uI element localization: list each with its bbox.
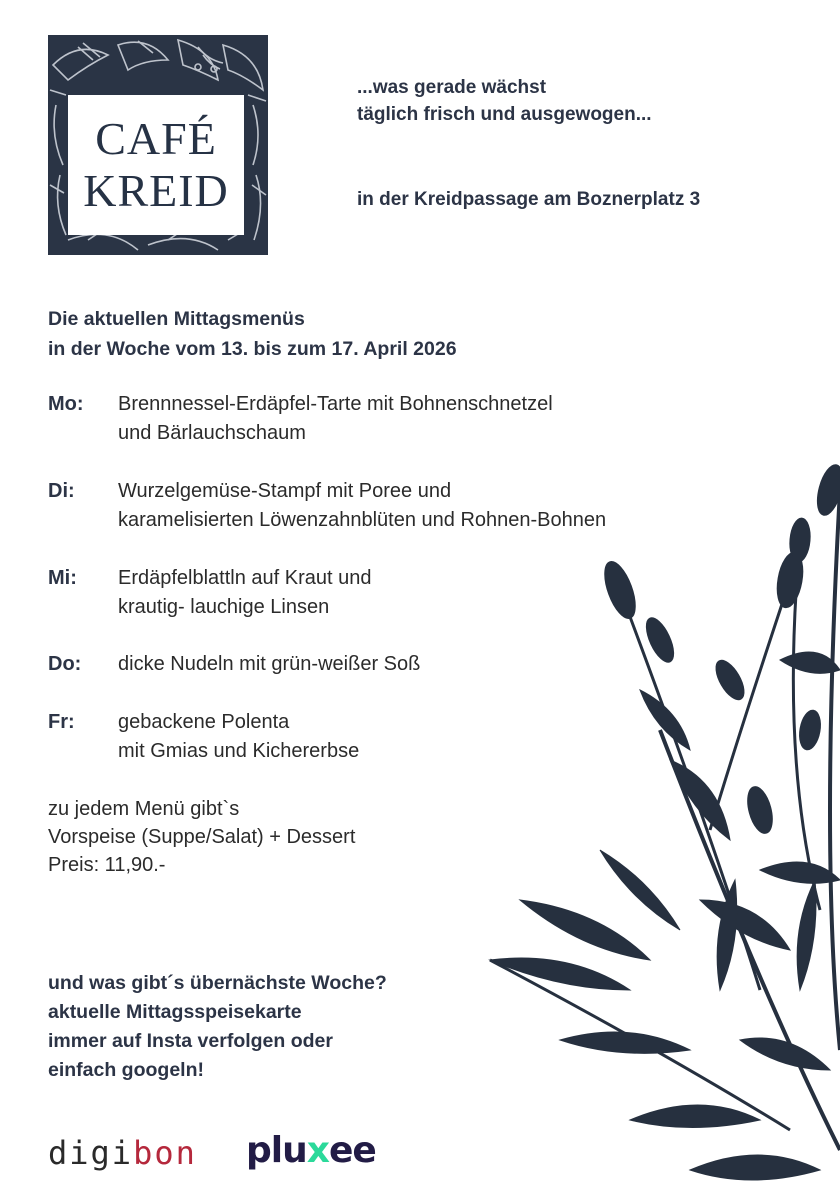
day-label: Mo: xyxy=(48,393,84,415)
outro-note xyxy=(48,969,387,1085)
pluxee-part-3: ee xyxy=(328,1130,376,1171)
logo-line-cafe: CAFÉ xyxy=(95,113,217,164)
dish-line: dicke Nudeln mit grün-weißer Soß xyxy=(118,653,421,675)
tagline xyxy=(357,74,652,128)
dish-line: Wurzelgemüse-Stampf mit Poree und xyxy=(118,480,452,502)
tagline-line-1: ...was gerade wächst xyxy=(357,77,547,98)
pluxee-part-2: x xyxy=(306,1130,329,1171)
day-label: Di: xyxy=(48,480,75,502)
menu-heading xyxy=(48,304,457,364)
outro-line-4: einfach googeln! xyxy=(48,1059,204,1081)
address: in der Kreidpassage am Boznerplatz 3 xyxy=(357,189,701,210)
day-label: Mi: xyxy=(48,567,77,589)
outro-line-1: und was gibt´s übernächste Woche? xyxy=(48,972,387,994)
dish-line: mit Gmias und Kichererbse xyxy=(118,740,360,762)
pluxee-logo xyxy=(246,1130,376,1171)
logo-line-kreid: KREID xyxy=(83,165,229,216)
logo-title-box xyxy=(68,95,244,235)
digibon-logo xyxy=(48,1134,197,1172)
plant-illustration-icon xyxy=(460,430,840,1200)
cafe-kreid-logo xyxy=(48,35,268,255)
extras-line-1: zu jedem Menü gibt`s xyxy=(48,798,240,820)
day-label: Do: xyxy=(48,653,82,675)
dish-line: Brennnessel-Erdäpfel-Tarte mit Bohnenschnetzel xyxy=(118,393,553,415)
dish-description xyxy=(118,650,420,679)
tagline-line-2: täglich frisch und ausgewogen... xyxy=(357,104,652,125)
dish-line: karamelisierten Löwenzahnblüten und Rohnen-Bohnen xyxy=(118,509,607,531)
dish-line: Erdäpfelblattln auf Kraut und xyxy=(118,567,372,589)
dish-line: und Bärlauchschaum xyxy=(118,422,306,444)
dish-description xyxy=(118,564,372,622)
dish-line: krautig- lauchige Linsen xyxy=(118,596,330,618)
menu-heading-line-1: Die aktuellen Mittagsmenüs xyxy=(48,308,305,330)
day-label: Fr: xyxy=(48,711,75,733)
dish-description xyxy=(118,708,359,766)
extras-line-2: Vorspeise (Suppe/Salat) + Dessert xyxy=(48,826,356,848)
menu-extras xyxy=(48,795,355,879)
outro-line-2: aktuelle Mittagsspeisekarte xyxy=(48,1001,302,1023)
outro-line-3: immer auf Insta verfolgen oder xyxy=(48,1030,333,1052)
price: Preis: 11,90.- xyxy=(48,854,166,876)
digibon-part-2: bon xyxy=(133,1134,197,1172)
pluxee-part-1: plu xyxy=(246,1130,307,1171)
dish-line: gebackene Polenta xyxy=(118,711,290,733)
digibon-part-1: digi xyxy=(48,1134,134,1172)
menu-heading-line-2: in der Woche vom 13. bis zum 17. April 2026 xyxy=(48,338,457,360)
